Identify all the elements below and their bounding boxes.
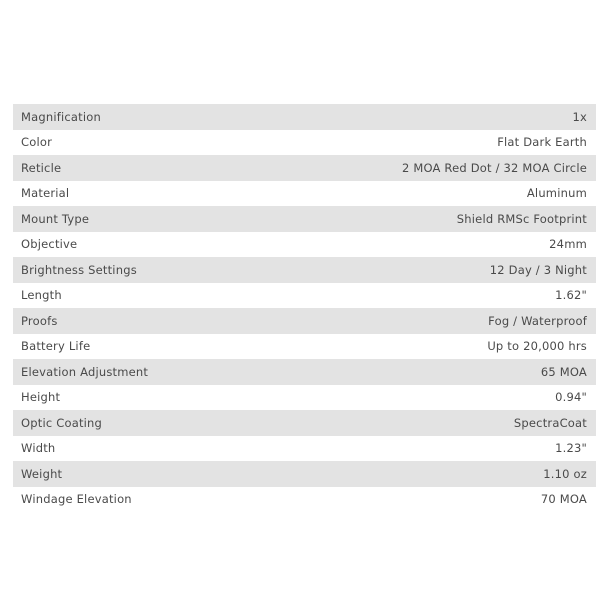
- spec-value: SpectraCoat: [513, 415, 587, 430]
- spec-value: 1.23": [555, 441, 587, 456]
- spec-label: Battery Life: [21, 339, 91, 354]
- spec-row-color: [13, 130, 596, 156]
- spec-row-windage-elevation: [13, 487, 596, 513]
- spec-label: Weight: [21, 466, 63, 481]
- spec-value: 65 MOA: [540, 364, 587, 379]
- spec-value: 70 MOA: [540, 492, 587, 507]
- spec-label: Proofs: [21, 313, 58, 328]
- spec-row-weight: [13, 461, 596, 487]
- spec-label: Length: [21, 288, 62, 303]
- spec-row-reticle: [13, 155, 596, 181]
- spec-label: Brightness Settings: [21, 262, 137, 277]
- spec-row-optic-coating: [13, 410, 596, 436]
- spec-label: Color: [21, 135, 53, 150]
- spec-value: 2 MOA Red Dot / 32 MOA Circle: [401, 160, 587, 175]
- spec-label: Reticle: [21, 160, 62, 175]
- spec-label: Mount Type: [21, 211, 90, 226]
- spec-value: 0.94": [555, 390, 587, 405]
- spec-value: 12 Day / 3 Night: [489, 262, 587, 277]
- spec-row-height: [13, 385, 596, 411]
- spec-label: Elevation Adjustment: [21, 364, 149, 379]
- spec-row-proofs: [13, 308, 596, 334]
- spec-label: Objective: [21, 237, 78, 252]
- spec-value: Flat Dark Earth: [497, 135, 587, 150]
- spec-row-objective: [13, 232, 596, 258]
- spec-label: Material: [21, 186, 70, 201]
- spec-row-material: [13, 181, 596, 207]
- spec-label: Optic Coating: [21, 415, 103, 430]
- spec-label: Height: [21, 390, 61, 405]
- spec-value: 24mm: [549, 237, 587, 252]
- spec-row-elevation-adjustment: [13, 359, 596, 385]
- spec-value: Shield RMSc Footprint: [456, 211, 587, 226]
- spec-row-width: [13, 436, 596, 462]
- spec-value: 1x: [572, 109, 587, 124]
- spec-row-mount-type: [13, 206, 596, 232]
- spec-table: [13, 104, 596, 512]
- spec-label: Magnification: [21, 109, 101, 124]
- spec-row-magnification: [13, 104, 596, 130]
- spec-row-brightness-settings: [13, 257, 596, 283]
- spec-value: Up to 20,000 hrs: [487, 339, 587, 354]
- spec-label: Windage Elevation: [21, 492, 132, 507]
- spec-label: Width: [21, 441, 56, 456]
- spec-row-length: [13, 283, 596, 309]
- spec-row-battery-life: [13, 334, 596, 360]
- spec-value: Fog / Waterproof: [488, 313, 587, 328]
- spec-value: Aluminum: [526, 186, 587, 201]
- spec-value: 1.10 oz: [543, 466, 587, 481]
- spec-value: 1.62": [555, 288, 587, 303]
